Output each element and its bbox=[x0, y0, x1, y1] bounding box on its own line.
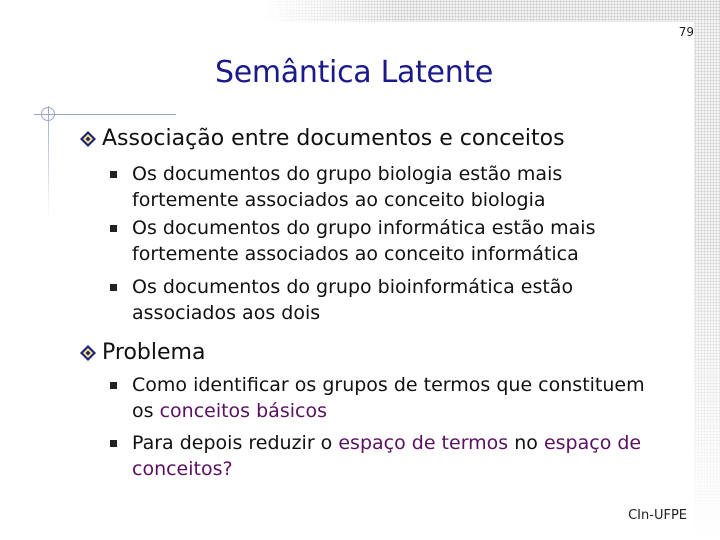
list-item-line: Os documentos do grupo informática estão mais bbox=[132, 217, 596, 239]
footer-label: CIn-UFPE bbox=[628, 508, 687, 523]
list-item-line: fortemente associados ao conceito biologia bbox=[132, 189, 546, 211]
page-number: 79 bbox=[678, 25, 694, 39]
section-heading-text: Problema bbox=[102, 340, 206, 365]
slide-title: Semântica Latente bbox=[214, 55, 494, 90]
section-heading-text: Associação entre documentos e conceitos bbox=[102, 126, 565, 151]
title-vertical-line bbox=[48, 106, 49, 218]
diamond-bullet-icon bbox=[80, 131, 96, 147]
highlighted-term: conceitos básicos bbox=[159, 400, 327, 422]
square-bullet-icon bbox=[110, 171, 117, 178]
square-bullet-icon bbox=[110, 225, 117, 232]
square-bullet-icon bbox=[110, 440, 117, 447]
crosshair-decoration bbox=[41, 107, 55, 121]
list-item-line: fortemente associados ao conceito informática bbox=[132, 243, 579, 265]
list-item-line: Os documentos do grupo bioinformática estão bbox=[132, 276, 574, 298]
list-item-line bbox=[132, 398, 672, 424]
list-item-line bbox=[132, 430, 672, 456]
diamond-bullet-icon bbox=[80, 345, 96, 361]
list-item-line: associados aos dois bbox=[132, 302, 321, 324]
square-bullet-icon bbox=[110, 382, 117, 389]
header-texture-fade bbox=[262, 0, 402, 22]
side-texture-fade bbox=[694, 240, 720, 540]
list-item-line: Como identificar os grupos de termos que constituem bbox=[132, 374, 645, 396]
square-bullet-icon bbox=[110, 284, 117, 291]
text-run: Para depois reduzir o bbox=[132, 432, 339, 454]
highlighted-term: espaço de bbox=[543, 432, 642, 454]
text-run: os bbox=[132, 400, 160, 422]
title-underline bbox=[34, 114, 176, 115]
text-run: no bbox=[508, 432, 544, 454]
list-item-line: conceitos? bbox=[132, 458, 233, 480]
list-item-line: Os documentos do grupo biologia estão mais bbox=[132, 163, 563, 185]
highlighted-term: espaço de termos bbox=[338, 432, 509, 454]
